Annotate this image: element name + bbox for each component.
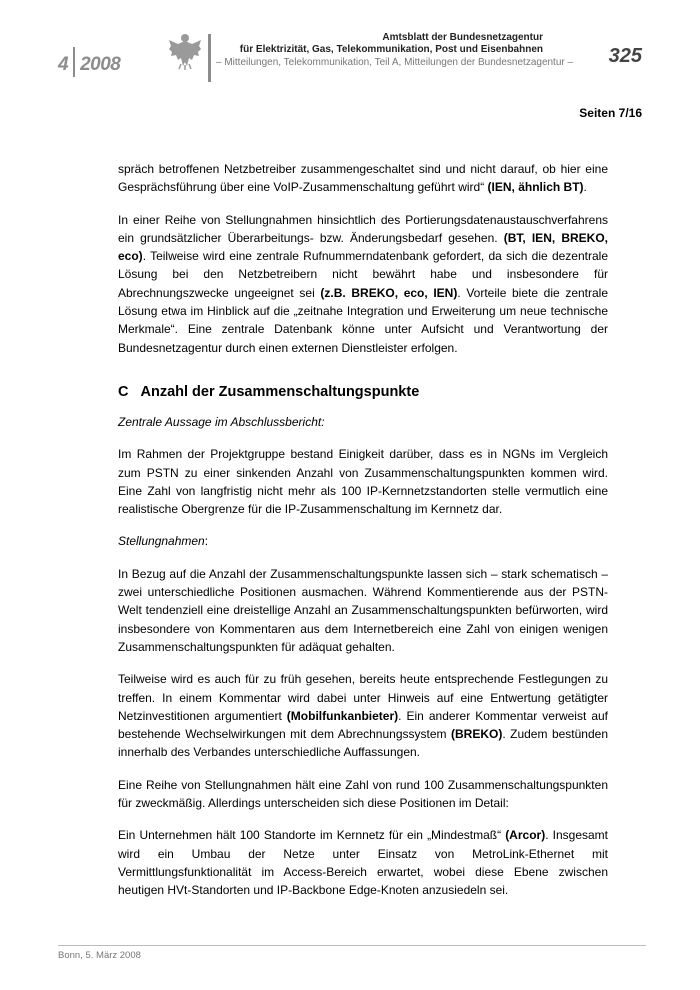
paragraph: In Bezug auf die Anzahl der Zusammenschaltungspunkte lassen sich – stark schematisch – zwei unterschiedliche Positionen ausmachen. Während Kommentierende aus der PSTN-Welt tendenziell eine dreistellige Anzahl an Zusammenschaltungspunkten befürworten, wird insbesondere von Kommentaren aus dem Internetbereich eine Zahl von einigen wenigen Zusammenschaltungspunkten für adäquat gehalten.	[118, 566, 608, 654]
footer-date: Bonn, 5. März 2008	[58, 950, 141, 961]
paragraph: In einer Reihe von Stellungnahmen hinsichtlich des Portierungsdatenaustauschverfahrens ein grundsätzlicher Überarbeitungs- bzw. Änderungsbedarf gesehen. (BT, IEN, BREKO, eco). Teilweise wird eine zentrale Rufnummerndatenbank gefordert, da sich die dezentrale Lösung bei den Netzbetreibern nicht bewährt habe und insbesondere für Abrechnungszwecke ungeeignet sei (z.B. BREKO, eco, IEN). Vorteile biete die zentrale Lösung etwa im Hinblick auf die „zeitnahe Integration und Erweiterung um neue technische Merkmale“. Eine zentrale Datenbank könne unter Aufsicht und Verantwortung der Bundesnetzagentur durch einen externen Dienstleister erfolgen.	[118, 212, 609, 355]
paragraph: Teilweise wird es auch für zu früh gesehen, bereits heute entsprechende Festlegungen zu treffen. In einem Kommentar wird dabei unter Hinweis auf eine Entwertung getätigter Netzinvestitionen argumentiert (Mobilfunkanbieter). Ein anderer Kommentar verweist auf bestehende Wechselwirkungen mit dem Abrechnungssystem (BREKO). Zudem bestünden innerhalb des Verbandes unterschiedliche Auffassungen.	[118, 672, 608, 760]
footer-divider	[58, 945, 646, 946]
gazette-title-line2: für Elektrizität, Gas, Telekommunikation, Post und Eisenbahnen	[239, 44, 543, 55]
paragraph: Eine Reihe von Stellungnahmen hält eine Zahl von rund 100 Zusammenschaltungspunkten für zweckmäßig. Allerdings unterscheiden sich diese Positionen im Detail:	[118, 777, 608, 811]
document-body	[118, 160, 608, 914]
section-heading: C Anzahl der Zusammenschaltungspunkte	[118, 383, 420, 400]
issue-number: 4	[58, 54, 69, 75]
pages-label: Seiten 7/16	[579, 106, 642, 120]
paragraph: spräch betroffenen Netzbetreiber zusammengeschaltet sind und nicht darauf, ob hier eine Gesprächsführung über eine VoIP-Zusammenschaltung geführt wird“ (IEN, ähnlich BT).	[118, 162, 608, 195]
issue-year: 2008	[80, 54, 121, 75]
gazette-title-line1: Amtsblatt der Bundesnetzagentur	[382, 32, 543, 43]
paragraph: Ein Unternehmen hält 100 Standorte im Kernnetz für ein „Mindestmaß“ (Arcor). Insgesamt wird ein Umbau der Netze unter Einsatz von MetroLink-Ethernet mit Vermittlungsfunktionalität im Access-Bereich erwartet, wobei diese Ebene zwischen heutigen HVt-Standorten und IP-Backbone Edge-Knoten anzusiedeln sei.	[118, 828, 608, 898]
paragraph: Im Rahmen der Projektgruppe bestand Einigkeit darüber, dass es in NGNs im Vergleich zum PSTN zu einer sinkenden Anzahl von Zusammenschaltungspunkten kommen wird. Eine Zahl von langfristig nicht mehr als 100 IP-Kernnetzstandorten stelle vermutlich eine realistische Obergrenze für die IP-Zusammenschaltung im Kernnetz dar.	[118, 447, 608, 517]
gazette-subtitle: – Mitteilungen, Telekommunikation, Teil A, Mitteilungen der Bundesnetzagentur –	[216, 57, 574, 68]
subsection-label: Zentrale Aussage im Abschlussbericht:	[118, 414, 325, 429]
subsection-label: Stellungnahmen:	[118, 534, 209, 549]
page-number: 325	[608, 45, 642, 67]
